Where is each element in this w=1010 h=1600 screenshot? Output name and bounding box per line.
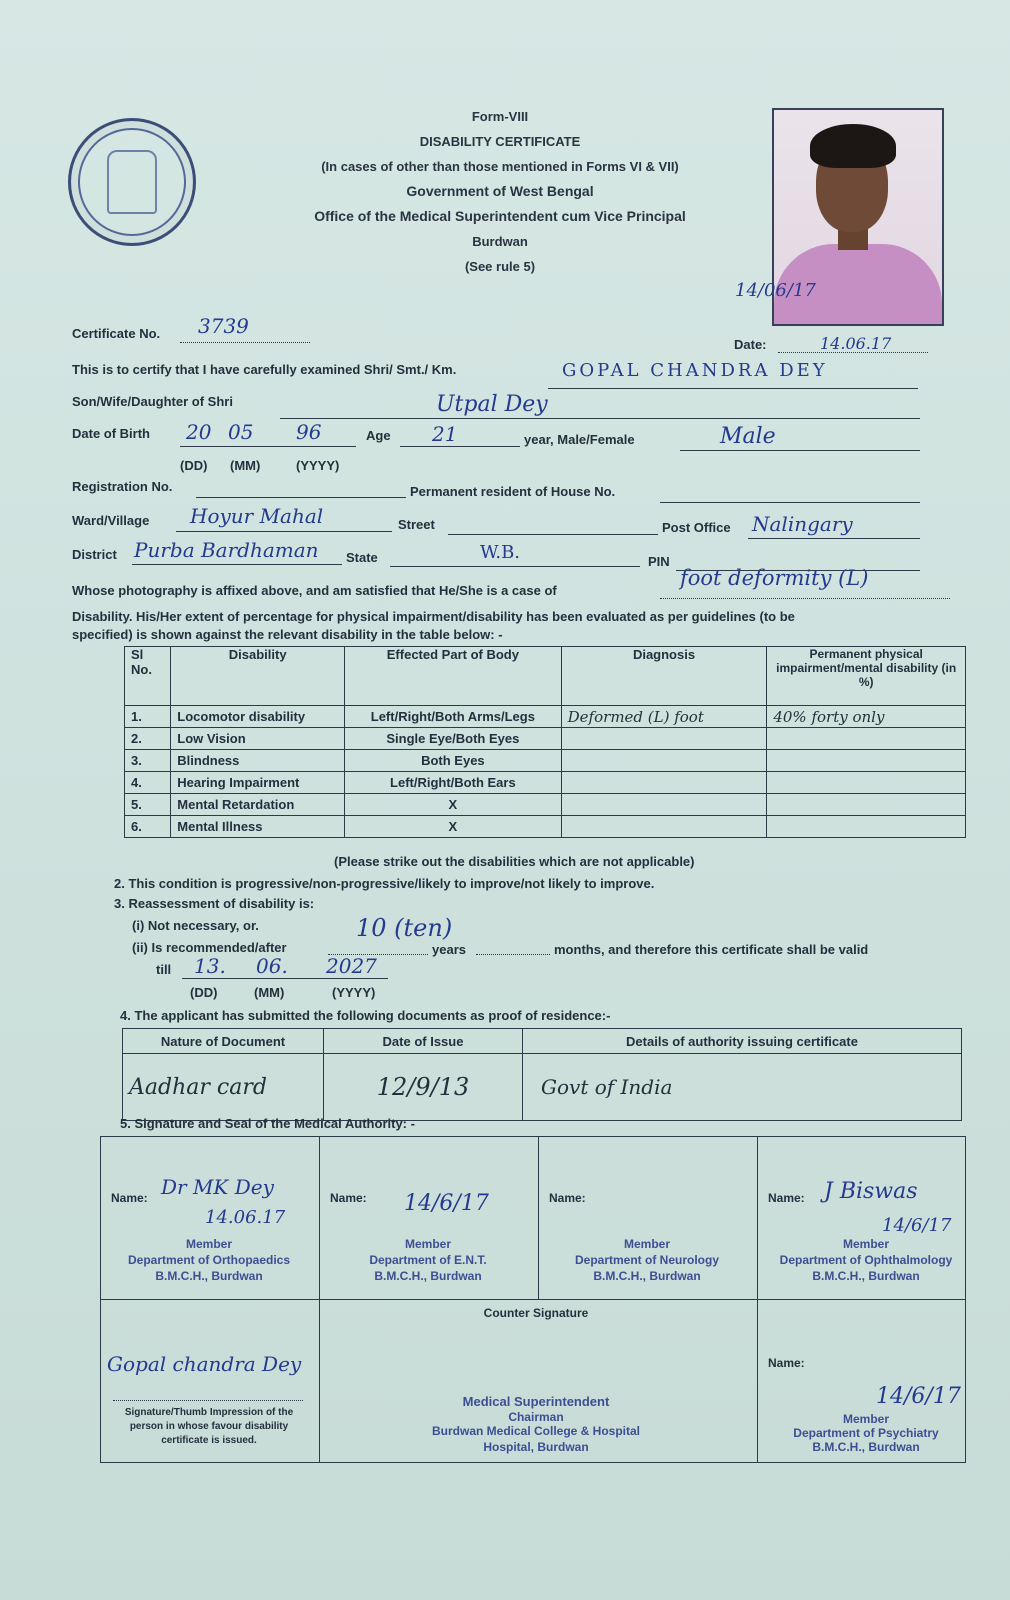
row-no: 2. xyxy=(125,728,171,750)
signature-cell-orthopaedics xyxy=(101,1137,320,1300)
signatures-table xyxy=(100,1136,966,1463)
header-diagnosis: Diagnosis xyxy=(561,647,767,706)
counter-stamp-line-2: Chairman xyxy=(508,1410,564,1424)
signature-cell-neurology xyxy=(539,1137,758,1300)
post-office-value: Nalingary xyxy=(752,512,853,536)
row-part: X xyxy=(345,794,562,816)
documents-heading: 4. The applicant has submitted the following documents as proof of residence:- xyxy=(120,1008,611,1023)
stamp-5-line-1: Member xyxy=(842,1412,889,1426)
table-row xyxy=(125,706,966,728)
row-disability: Blindness xyxy=(171,750,345,772)
relation-label: Son/Wife/Daughter of Shri xyxy=(72,394,233,409)
dob-format-mm: (MM) xyxy=(230,458,261,473)
government-seal-icon xyxy=(68,118,196,246)
certificate-subtitle: (In cases of other than those mentioned in Forms VI & VII) xyxy=(321,159,679,174)
state-label: State xyxy=(346,550,378,565)
signature-1: Dr MK Dey xyxy=(161,1175,274,1199)
stamp-3-line-2: Department of Neurology xyxy=(574,1253,719,1267)
gender-value: Male xyxy=(720,424,776,449)
certify-label: This is to certify that I have carefully examined Shri/ Smt./ Km. xyxy=(72,362,457,377)
row-no: 1. xyxy=(125,706,171,728)
row-part: Left/Right/Both Arms/Legs xyxy=(345,706,562,728)
till-label: till xyxy=(156,962,172,977)
street-label: Street xyxy=(398,517,435,532)
name-label: Name: xyxy=(768,1191,805,1205)
disability-table xyxy=(124,646,966,838)
ward-label: Ward/Village xyxy=(72,513,150,528)
row-part: Left/Right/Both Ears xyxy=(345,772,562,794)
row-no: 3. xyxy=(125,750,171,772)
stamp-3-line-1: Member xyxy=(623,1237,670,1251)
strike-note: (Please strike out the disabilities which are not applicable) xyxy=(334,854,695,869)
photo-annotation: 14/06/17 xyxy=(735,280,816,301)
signatures-heading: 5. Signature and Seal of the Medical Authority: - xyxy=(120,1116,415,1131)
stamp-4-line-1: Member xyxy=(842,1237,889,1251)
row-percent xyxy=(767,794,966,816)
row-disability: Hearing Impairment xyxy=(171,772,345,794)
row-part: Single Eye/Both Eyes xyxy=(345,728,562,750)
header-document: Nature of Document xyxy=(123,1029,324,1054)
document-authority: Govt of India xyxy=(523,1054,962,1121)
dob-dd: 20 xyxy=(186,420,212,444)
documents-header xyxy=(123,1029,962,1054)
row-percent xyxy=(767,816,966,838)
case-label: Whose photography is affixed above, and am satisfied that He/She is a case of xyxy=(72,583,557,598)
row-diagnosis: Deformed (L) foot xyxy=(561,706,767,728)
header-percent: Permanent physical impairment/mental disability (in %) xyxy=(767,647,966,706)
row-diagnosis xyxy=(561,794,767,816)
certificate-no-value: 3739 xyxy=(198,314,249,338)
row-diagnosis xyxy=(561,728,767,750)
stamp-1-line-2: Department of Orthopaedics xyxy=(127,1253,291,1267)
disability-table-header xyxy=(125,647,966,706)
row-no: 4. xyxy=(125,772,171,794)
counter-stamp-line-3: Burdwan Medical College & Hospital xyxy=(431,1424,641,1438)
header-sl-no: Sl No. xyxy=(125,647,171,706)
resident-label: Permanent resident of House No. xyxy=(410,484,616,499)
name-label: Name: xyxy=(768,1356,805,1370)
row-part: X xyxy=(345,816,562,838)
dob-mm: 05 xyxy=(228,420,254,444)
till-mm: 06. xyxy=(256,954,288,978)
row-diagnosis xyxy=(561,750,767,772)
table-row xyxy=(125,750,966,772)
dob-format-dd: (DD) xyxy=(180,458,208,473)
table-row xyxy=(125,816,966,838)
header-disability: Disability xyxy=(171,647,345,706)
condition-3-ii-a: (ii) Is recommended/after xyxy=(132,940,287,955)
stamp-2-line-1: Member xyxy=(404,1237,451,1251)
applicant-caption: Signature/Thumb Impression of the person in whose favour disability certificate is issued. xyxy=(124,1407,294,1446)
counter-stamp-line-1: Medical Superintendent xyxy=(462,1394,610,1409)
rule-reference: (See rule 5) xyxy=(464,259,536,274)
state-value: W.B. xyxy=(480,542,521,563)
ward-value: Hoyur Mahal xyxy=(190,504,324,528)
applicant-name: GOPAL CHANDRA DEY xyxy=(562,360,828,381)
row-disability: Locomotor disability xyxy=(171,706,345,728)
signature-4: J Biswas xyxy=(824,1179,918,1204)
signature-cell-ophthalmology xyxy=(758,1137,966,1300)
post-office-label: Post Office xyxy=(662,520,731,535)
row-disability: Mental Retardation xyxy=(171,794,345,816)
age-value: 21 xyxy=(432,422,458,446)
header-date: Date of Issue xyxy=(324,1029,523,1054)
row-part: Both Eyes xyxy=(345,750,562,772)
row-diagnosis xyxy=(561,816,767,838)
name-label: Name: xyxy=(549,1191,586,1205)
signature-4-date: 14/6/17 xyxy=(882,1215,952,1236)
till-format-mm: (MM) xyxy=(254,985,285,1000)
till-format-dd: (DD) xyxy=(190,985,218,1000)
dob-format-yyyy: (YYYY) xyxy=(296,458,340,473)
case-value: foot deformity (L) xyxy=(680,566,869,590)
till-yyyy: 2027 xyxy=(326,954,377,978)
stamp-5-line-3: B.M.C.H., Burdwan xyxy=(812,1440,920,1454)
signature-cell-ent xyxy=(320,1137,539,1300)
row-disability: Low Vision xyxy=(171,728,345,750)
applicant-signature-cell xyxy=(101,1300,320,1463)
applicant-signature: Gopal chandra Dey xyxy=(107,1352,302,1376)
registration-label: Registration No. xyxy=(72,479,173,494)
condition-3: 3. Reassessment of disability is: xyxy=(114,896,315,911)
document-value: Aadhar card xyxy=(123,1054,324,1121)
condition-3-i: (i) Not necessary, or. xyxy=(132,918,259,933)
stamp-3-line-3: B.M.C.H., Burdwan xyxy=(593,1269,701,1283)
date-label: Date: xyxy=(734,337,767,352)
condition-3-ii-b: years xyxy=(432,942,466,957)
row-diagnosis xyxy=(561,772,767,794)
district-value: Purba Bardhaman xyxy=(134,538,319,562)
age-label: Age xyxy=(366,428,391,443)
stamp-2-line-2: Department of E.N.T. xyxy=(369,1253,487,1267)
header-part: Effected Part of Body xyxy=(345,647,562,706)
name-label: Name: xyxy=(330,1191,367,1205)
name-label: Name: xyxy=(111,1191,148,1205)
pin-label: PIN xyxy=(648,554,670,569)
till-dd: 13. xyxy=(194,954,226,978)
certificate-no-label: Certificate No. xyxy=(72,326,161,341)
row-percent xyxy=(767,750,966,772)
office-name: Office of the Medical Superintendent cum Vice Principal xyxy=(314,208,686,224)
stamp-4-line-3: B.M.C.H., Burdwan xyxy=(812,1269,920,1283)
counter-stamp-line-4: Hospital, Burdwan xyxy=(483,1440,589,1454)
header xyxy=(270,104,730,279)
date-value: 14.06.17 xyxy=(820,334,892,353)
table-row xyxy=(125,728,966,750)
document-date: 12/9/13 xyxy=(324,1054,523,1121)
row-disability: Mental Illness xyxy=(171,816,345,838)
condition-3-ii-c: months, and therefore this certificate shall be valid xyxy=(554,942,869,957)
signature-5: 14/6/17 xyxy=(876,1384,961,1409)
disability-text-2: specified) is shown against the relevant disability in the table below: - xyxy=(72,627,503,642)
till-format-yyyy: (YYYY) xyxy=(332,985,376,1000)
place-name: Burdwan xyxy=(472,234,528,249)
signature-1-date: 14.06.17 xyxy=(205,1207,286,1228)
stamp-5-line-2: Department of Psychiatry xyxy=(793,1426,939,1440)
row-no: 6. xyxy=(125,816,171,838)
dob-yyyy: 96 xyxy=(296,420,322,444)
disability-text-1: Disability. His/Her extent of percentage for physical impairment/disability has been evaluated as per guidelines (to be xyxy=(72,609,795,624)
table-row xyxy=(125,794,966,816)
condition-2: 2. This condition is progressive/non-progressive/likely to improve/not likely to improve. xyxy=(114,876,655,891)
stamp-1-line-3: B.M.C.H., Burdwan xyxy=(155,1269,263,1283)
documents-table xyxy=(122,1028,962,1121)
signature-2: 14/6/17 xyxy=(404,1191,489,1216)
stamp-4-line-2: Department of Ophthalmology xyxy=(779,1253,953,1267)
stamp-1-line-1: Member xyxy=(185,1237,232,1251)
table-row xyxy=(125,772,966,794)
form-number: Form-VIII xyxy=(471,109,529,124)
certificate-title: DISABILITY CERTIFICATE xyxy=(419,134,581,149)
relation-value: Utpal Dey xyxy=(436,392,548,417)
row-percent xyxy=(767,772,966,794)
row-percent: 40% forty only xyxy=(767,706,966,728)
counter-signature-label: Counter Signature xyxy=(483,1306,589,1320)
row-no: 5. xyxy=(125,794,171,816)
dob-label: Date of Birth xyxy=(72,426,150,441)
district-label: District xyxy=(72,547,117,562)
government-name: Government of West Bengal xyxy=(406,183,594,199)
table-row xyxy=(123,1054,962,1121)
header-authority: Details of authority issuing certificate xyxy=(523,1029,962,1054)
gender-label: year, Male/Female xyxy=(524,432,635,447)
stamp-2-line-3: B.M.C.H., Burdwan xyxy=(374,1269,482,1283)
row-percent xyxy=(767,728,966,750)
reassess-years-value: 10 (ten) xyxy=(356,914,453,942)
signature-cell-psychiatry xyxy=(758,1300,966,1463)
counter-signature-cell xyxy=(320,1300,758,1463)
